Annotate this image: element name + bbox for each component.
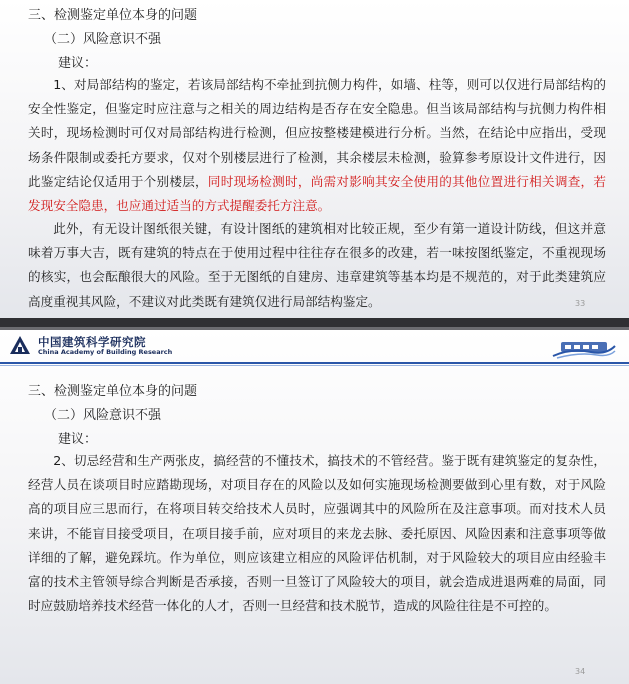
slide-divider [0,318,629,330]
slide-33 [0,0,629,318]
slide-header [0,330,629,360]
subsection-heading: （二）风险意识不强 [44,32,162,47]
header-rule [0,362,629,364]
subsection-heading: （二）风险意识不强 [44,408,162,423]
paragraph-text: 1、对局部结构的鉴定，若该局部结构不牵扯到抗侧力构件，如墙、柱等，则可以仅进行局部结构的安全性鉴定，但鉴定时应注意与之相关的周边结构是否存在安全隐患。但当该局部结构与抗侧力构件相关时，现场检测时可仅对局部结构进行检测，但应按整楼建模进行分析。当然，在结论中应指出，受现场条件限制或委托方要求，仅对个别楼层进行了检测，其余楼层未检测，验算参考原设计文件进行，因此鉴定结论仅适用于个别楼层， [28,77,606,189]
building-research-brand-logo-icon [551,336,617,360]
section-heading: 三、检测鉴定单位本身的问题 [28,384,198,399]
slide-34 [0,330,629,684]
header-rule-thin [0,365,629,366]
suggestion-label: 建议： [58,56,98,71]
suggestion-paragraph-1 [28,73,606,218]
page-number: 34 [575,667,586,676]
page-number: 33 [575,299,586,308]
institute-name-en: China Academy of Building Research [38,348,173,356]
institute-name-cn: 中国建筑科学研究院 [38,335,146,349]
section-heading: 三、检测鉴定单位本身的问题 [28,8,198,23]
highlighted-warning-text: 同时现场检测时，尚需对影响其安全使用的其他位置进行相关调查，若发现安全隐患，也应通过适当的方式提醒委托方注意。 [28,173,607,214]
suggestion-paragraph: 2、切忌经营和生产两张皮，搞经营的不懂技术，搞技术的不管经营。鉴于既有建筑鉴定的复杂性，经营人员在谈项目时应踏勘现场，对项目存在的风险以及如何实施现场检测要做到心里有数，对于风险高的项目应三思而行，在将项目转交给技术人员时，应强调其中的风险所在及注意事项。而对技术人员来讲，不能盲目接受项目，在项目接手前，应对项目的来龙去脉、委托原因、风险因素和注意事项等做详细的了解，避免踩坑。作为单位，则应该建立相应的风险评估机制，对于风险较大的项目应由经验丰富的技术主管领导综合判断是否承接，否则一旦签订了风险较大的项目，就会造成进退两难的局面，同时应鼓励培养技术经营一体化的人才，否则一旦经营和技术脱节，造成的风险往往是不可控的。 [28,453,606,614]
cabr-logo-icon [9,335,31,355]
suggestion-label: 建议： [58,432,98,447]
suggestion-paragraph-2: 此外，有无设计图纸很关键，有设计图纸的建筑相对比较正规，至少有第一道设计防线，但这并意味着万事大吉，既有建筑的特点在于使用过程中往往存在很多的改建，若一味按图纸鉴定，不重视现场的核实，也会酝酿很大的风险。至于无图纸的自建房、违章建筑等基本均是不规范的，对于此类建筑应高度重视其风险，不建议对此类既有建筑仅进行局部结构鉴定。 [28,221,606,309]
